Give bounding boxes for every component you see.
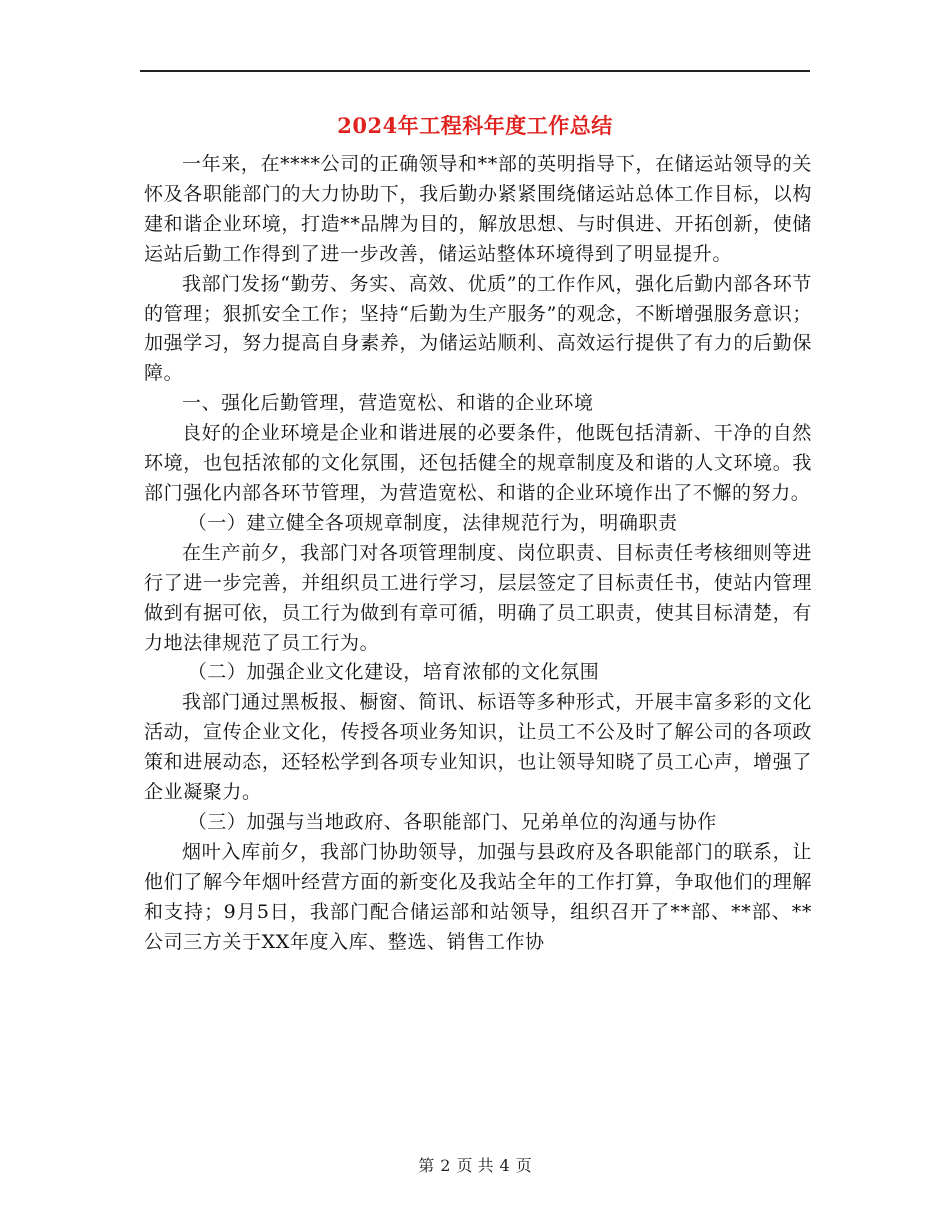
paragraph-cooperation: 烟叶入库前夕，我部门协助领导，加强与县政府及各职能部门的联系，让他们了解今年烟叶经营方面的新变化及我站全年的工作打算，争取他们的理解和支持；9月5日，我部门配合储运部和站领导，组织召开了**部、**部、**公司三方关于XX年度入库、整选、销售工作协 — [144, 840, 812, 953]
page-footer — [0, 1153, 950, 1176]
footer-suffix: 页 — [515, 1156, 532, 1175]
footer-total-pages: 4 — [499, 1156, 510, 1175]
section-heading-1: 一、强化后勤管理，营造宽松、和谐的企业环境 — [182, 392, 594, 415]
footer-prefix: 第 — [418, 1156, 435, 1175]
subsection-heading-3: （三）加强与当地政府、各职能部门、兄弟单位的沟通与协作 — [187, 810, 717, 833]
footer-page-number: 2 — [440, 1156, 451, 1175]
subsection-heading-1: （一）建立健全各项规章制度，法律规范行为，明确职责 — [187, 511, 678, 534]
paragraph-work-style: 我部门发扬“勤劳、务实、高效、优质”的工作作风，强化后勤内部各环节的管理；狠抓安全工作；坚持“后勤为生产服务”的观念，不断增强服务意识；加强学习，努力提高自身素养，为储运站顺利、高效运行提供了有力的后勤保障。 — [144, 272, 812, 385]
document-title: 2024年工程科年度工作总结 — [337, 113, 613, 138]
footer-middle: 页 共 — [456, 1156, 494, 1175]
header-rule — [140, 70, 810, 72]
paragraph-intro: 一年来，在****公司的正确领导和**部的英明指导下，在储运站领导的关怀及各职能部门的大力协助下，我后勤办紧紧围绕储运站总体工作目标，以构建和谐企业环境，打造**品牌为目的，解放思想、与时俱进、开拓创新，使储运站后勤工作得到了进一步改善，储运站整体环境得到了明显提升。 — [144, 153, 812, 265]
paragraph-environment: 良好的企业环境是企业和谐进展的必要条件，他既包括清新、干净的自然环境，也包括浓郁的文化氛围，还包括健全的规章制度及和谐的人文环境。我部门强化内部各环节管理，为营造宽松、和谐的企业环境作出了不懈的努力。 — [144, 422, 812, 504]
subsection-heading-2: （二）加强企业文化建设，培育浓郁的文化氛围 — [187, 661, 600, 684]
paragraph-rules: 在生产前夕，我部门对各项管理制度、岗位职责、目标责任考核细则等进行了进一步完善，并组织员工进行学习，层层签定了目标责任书，使站内管理做到有据可依，员工行为做到有章可循，明确了员工职责，使其目标清楚，有力地法律规范了员工行为。 — [144, 541, 812, 654]
paragraph-culture: 我部门通过黑板报、橱窗、简讯、标语等多种形式，开展丰富多彩的文化活动，宣传企业文化，传授各项业务知识，让员工不公及时了解公司的各项政策和进展动态，还轻松学到各项专业知识，也让领导知晓了员工心声，增强了企业凝聚力。 — [144, 691, 812, 804]
document-body — [144, 150, 812, 957]
